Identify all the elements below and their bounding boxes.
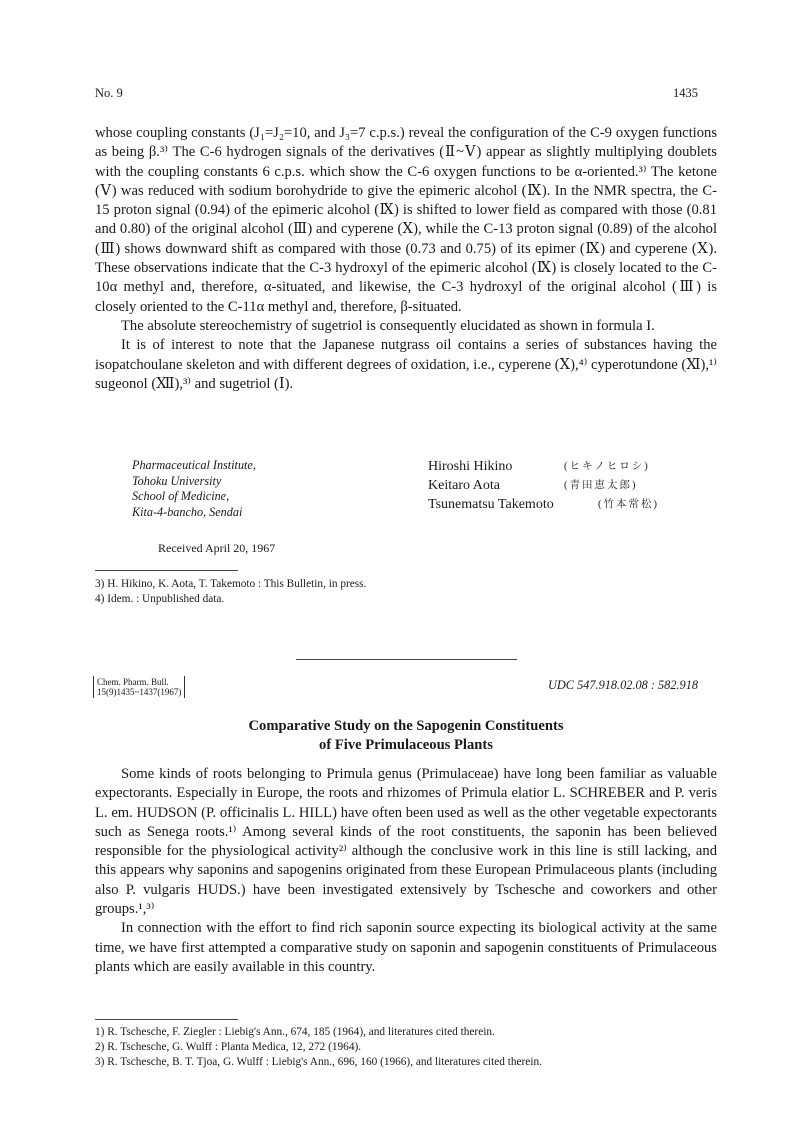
udc-code: UDC 547.918.02.08 : 582.918	[548, 678, 698, 692]
received-date: Received April 20, 1967	[158, 541, 276, 555]
page-number: 1435	[673, 86, 698, 100]
footnotes-top	[95, 577, 366, 607]
author-list	[428, 457, 659, 514]
footnote: 4) Idem. : Unpublished data.	[95, 593, 225, 606]
paragraph: In connection with the effort to find rich saponin source expecting its biological activity at the same time, we have first attempted a comparative study on saponin and sapogenin constituents of Primulaceous plants which are easily available in this country.	[95, 920, 717, 975]
article-title: Comparative Study on the Sapogenin Constituents of Five Primulaceous Plants	[248, 718, 564, 753]
author: Keitaro Aota (青田恵太郎)	[428, 478, 638, 493]
footnote-divider	[95, 1019, 238, 1020]
paragraph: whose coupling constants (J₁=J₂=10, and J₃=7 c.p.s.) reveal the configuration of the C-9 oxygen functions as being β.³⁾ The C-6 hydrogen signals of the derivatives (Ⅱ~Ⅴ) appear as slightly multiplying doublets with the coupling constants 6 c.p.s. which show the C-6 oxygen functions to be α-oriented.³⁾ The ketone (Ⅴ) was reduced with sodium borohydride to give the epimeric alcohol (Ⅸ). In the NMR spectra, the C-15 proton signal (0.94) of the epimeric alcohol (Ⅸ) is shifted to lower field as compared with those (0.81 and 0.80) of the original alcohol (Ⅲ) and cyperene (Ⅹ), while the C-13 proton signal (0.89) of the alcohol (Ⅲ) shows downward shift as compared with those (0.73 and 0.75) of its epimer (Ⅸ) and cyperene (Ⅹ). These observations indicate that the C-3 hydroxyl of the epimeric alcohol (Ⅸ) is closely located to the C-10α methyl and, therefore, α-situated, and likewise, the C-3 hydroxyl of the original alcohol (Ⅲ) is closely oriented to the C-11α methyl and, therefore, β-situated.	[95, 125, 717, 315]
affiliation: Pharmaceutical Institute, Tohoku University School of Medicine, Kita-4-bancho, Sendai	[132, 458, 256, 519]
footnote: 2) R. Tschesche, G. Wulff : Planta Medica, 12, 272 (1964).	[95, 1041, 362, 1054]
paragraph: It is of interest to note that the Japanese nutgrass oil contains a series of substances having the isopatchoulane skeleton and with different degrees of oxidation, i.e., cyperene (Ⅹ),⁴⁾ cyperotundone (Ⅺ),¹⁾ sugeonol (Ⅻ),³⁾ and sugetriol (Ⅰ).	[95, 337, 717, 392]
previous-article-body	[95, 124, 717, 394]
author: Hiroshi Hikino (ヒキノヒロシ)	[428, 459, 650, 474]
article-body	[95, 765, 717, 977]
footnote-divider	[95, 570, 238, 571]
footnote: 3) H. Hikino, K. Aota, T. Takemoto : This Bulletin, in press.	[95, 578, 367, 590]
journal-issue: No. 9	[95, 86, 123, 100]
paragraph: Some kinds of roots belonging to Primula genus (Primulaceae) have long been familiar as valuable expectorants. Especially in Europe, the roots and rhizomes of Primula elatior L. SCHREBER and P. veris L. em. HUDSON (P. officinalis L. HILL) have often been used as well as the other vegetable expectorants such as Senega roots.¹⁾ Among several kinds of the root constituents, the saponin has been believed responsible for the physiological activity²⁾ although the conclusive work in this line is still lacking, and this appears why saponins and sapogenins originated from these European Primulaceous plants (including also P. vulgaris HUDS.) have been investigated extensively by Tschesche and coworkers and other groups.¹,³⁾	[95, 766, 717, 918]
author: Tsunematsu Takemoto (竹本常松)	[428, 497, 659, 512]
article-separator	[296, 659, 517, 660]
journal-citation: Chem. Pharm. Bull. 15(9)1435~1437(1967)	[93, 676, 185, 698]
footnote: 1) R. Tschesche, F. Ziegler : Liebig's Ann., 674, 185 (1964), and literatures cited therein.	[95, 1026, 495, 1038]
footnotes-bottom	[95, 1025, 542, 1071]
paragraph: The absolute stereochemistry of sugetriol is consequently elucidated as shown in formula I.	[121, 317, 655, 334]
footnote: 3) R. Tschesche, B. T. Tjoa, G. Wulff : Liebig's Ann., 696, 160 (1966), and literatures cited therein.	[95, 1056, 542, 1069]
